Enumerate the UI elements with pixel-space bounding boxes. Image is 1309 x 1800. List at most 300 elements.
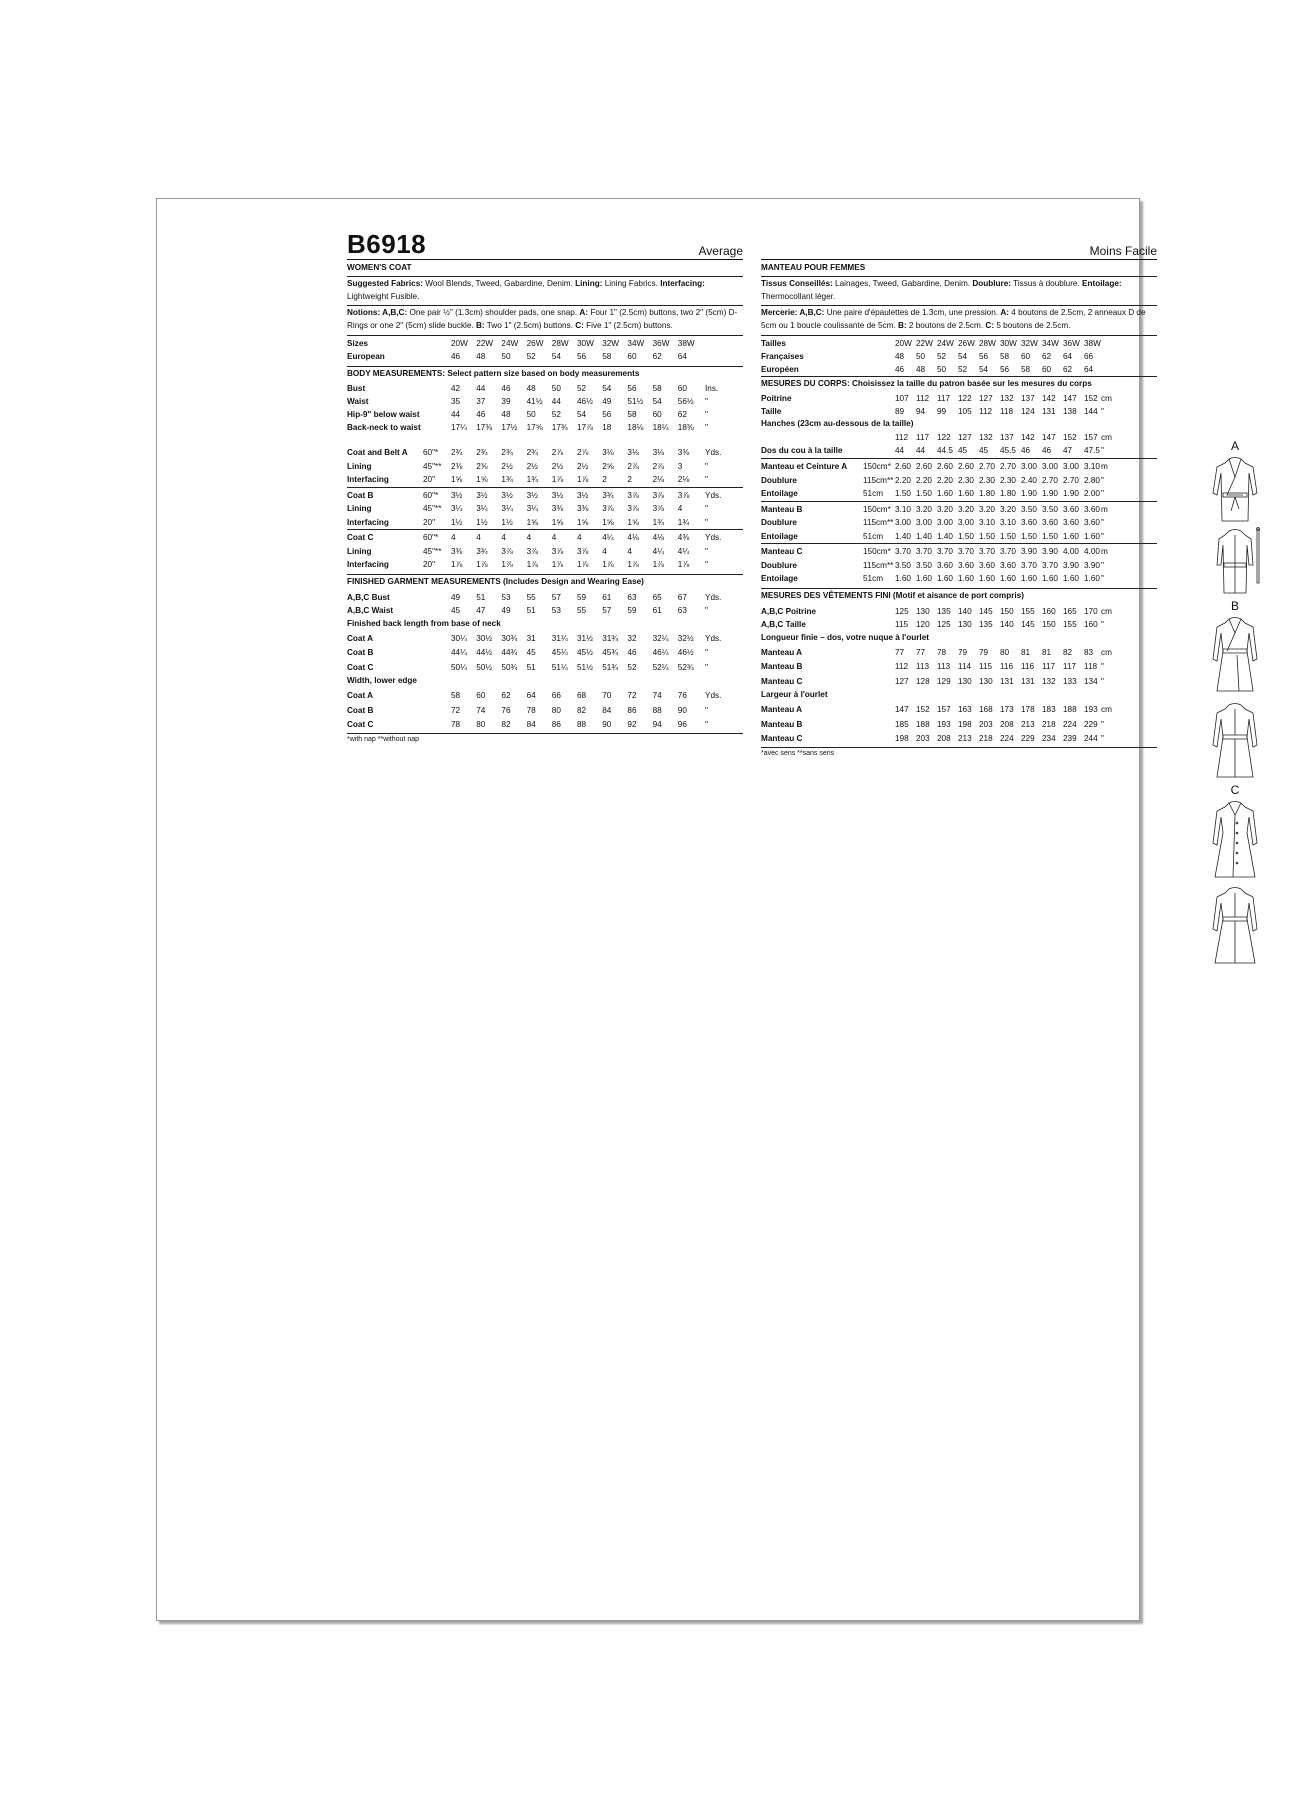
notions-label: Notions: A,B,C: <box>347 308 408 317</box>
cell-value: 152 <box>916 705 930 714</box>
view-letter-a: A <box>1230 439 1239 453</box>
cell-value: 1⅞ <box>627 560 639 569</box>
cell-value: 37 <box>476 397 486 406</box>
cell-value: 24W <box>937 339 954 348</box>
cell-value: 3⅞ <box>551 546 564 556</box>
cell-value: 46 <box>627 648 637 657</box>
yardage-row-fr <box>761 487 1157 500</box>
unit-label: " <box>1101 475 1104 485</box>
cell-value: 58 <box>652 384 662 393</box>
yardage-row-fr <box>761 530 1157 543</box>
divider <box>761 747 1157 748</box>
cell-value: 3.00 <box>1042 462 1058 471</box>
cell-value: 3.20 <box>937 504 953 514</box>
cell-value: 3.10 <box>979 518 995 527</box>
cell-value: 3.50 <box>1021 504 1037 514</box>
cell-value: 1.60 <box>937 489 953 498</box>
cell-value: 52 <box>551 410 561 419</box>
yardage-row <box>347 489 743 502</box>
fabric-width: 51cm <box>863 574 884 583</box>
cell-value: 3.00 <box>1021 462 1037 471</box>
cell-value: 2.60 <box>937 462 953 471</box>
cell-value: 1¾ <box>652 517 664 527</box>
cell-value: 1½ <box>451 517 463 527</box>
cell-value: 3¼ <box>476 504 488 513</box>
cell-value: 54 <box>577 410 587 419</box>
cell-value: 131 <box>1042 407 1056 416</box>
cell-value: 18⅜ <box>677 423 694 432</box>
lining-text-fr: Tissus à doublure. <box>1013 279 1080 288</box>
cell-value: 1.90 <box>1042 489 1058 498</box>
cell-value: 4.00 <box>1063 547 1079 556</box>
cell-value: 1⅞ <box>551 475 564 484</box>
cell-value: 1.60 <box>1021 574 1037 583</box>
cell-value: 90 <box>677 705 687 715</box>
row-label: Lining <box>347 546 372 556</box>
back-length-row-fr <box>761 660 1157 673</box>
cell-value: 28W <box>551 339 569 348</box>
cell-value: 3⅛ <box>627 448 639 457</box>
cell-value: 3.50 <box>1042 504 1058 514</box>
cell-value: 3¼ <box>501 504 513 513</box>
cell-value: 34W <box>627 339 645 348</box>
unit-label: " <box>1101 407 1104 416</box>
divider <box>761 335 1157 336</box>
cell-value: 142 <box>1042 394 1056 403</box>
unit-label: " <box>705 546 708 556</box>
fabrics-text-fr: Lainages, Tweed, Gabardine, Denim. <box>835 279 971 288</box>
cell-value: 53 <box>501 592 511 602</box>
cell-value: 3½ <box>451 490 463 500</box>
cell-value: 117 <box>937 394 951 403</box>
unit-label: " <box>1101 489 1104 498</box>
cell-value: 96 <box>677 720 687 729</box>
cell-value: 1.60 <box>916 574 932 583</box>
cell-value: 137 <box>1021 394 1035 403</box>
cell-value: 2½ <box>551 461 564 471</box>
divider <box>761 376 1157 377</box>
cell-value: 46 <box>1021 446 1031 455</box>
cell-value: 2⅞ <box>577 448 589 457</box>
cell-value: 3⅜ <box>677 448 690 457</box>
unit-label: " <box>705 662 708 672</box>
cell-value: 3.70 <box>1021 560 1037 570</box>
cell-value: 52 <box>627 662 637 672</box>
cell-value: 3⅞ <box>526 546 538 556</box>
cell-value: 41½ <box>526 397 543 406</box>
cell-value: 1.80 <box>979 489 995 498</box>
cell-value: 1⅝ <box>627 517 639 527</box>
cell-value: 2⅜ <box>451 461 463 471</box>
cell-value: 213 <box>958 734 972 743</box>
cell-value: 2.20 <box>916 475 932 485</box>
difficulty-level: Average <box>698 244 743 258</box>
cell-value: 218 <box>1042 719 1056 729</box>
view-b-front-sketch <box>1207 615 1263 695</box>
cell-value: 51¼ <box>551 662 568 672</box>
cell-value: 1.60 <box>1042 574 1058 583</box>
cell-value: 2¾ <box>476 448 488 457</box>
cell-value: 44¼ <box>451 648 467 657</box>
cell-value: 45¼ <box>551 648 568 657</box>
cell-value: 48 <box>501 410 511 419</box>
cell-value: 3⅞ <box>602 504 614 513</box>
cell-value: 224 <box>1063 719 1077 729</box>
cell-value: 22W <box>916 339 933 348</box>
cell-value: 160 <box>1084 620 1098 629</box>
unit-label: m <box>1101 462 1108 471</box>
cell-value: 1⅞ <box>652 560 664 569</box>
notions-text-fr: Une paire d'épaulettes de 1.3cm, une pression. <box>826 308 999 317</box>
cell-value: 113 <box>937 662 951 671</box>
cell-value: 59 <box>627 606 637 615</box>
cell-value: 77 <box>916 647 926 657</box>
cell-value: 122 <box>958 394 972 403</box>
cell-value: 2.70 <box>979 462 995 471</box>
view-a-back-sketch <box>1207 527 1263 597</box>
cell-value: 193 <box>1084 705 1098 714</box>
cell-value: 2.70 <box>1000 462 1016 471</box>
finished-row-fr <box>761 605 1157 618</box>
cell-value: 32W <box>1021 339 1038 348</box>
cell-value: 3.10 <box>895 504 911 514</box>
cell-value: 52 <box>577 384 587 393</box>
yardage-row-fr <box>761 516 1157 529</box>
view-b-back-sketch <box>1207 701 1263 781</box>
cell-value: 135 <box>979 620 993 629</box>
lining-label: Lining: <box>575 279 603 288</box>
back-length-row-fr <box>761 675 1157 688</box>
yardage-row <box>347 516 743 529</box>
cell-value: 56 <box>577 352 587 361</box>
pattern-envelope-back <box>156 198 1240 1621</box>
cell-value: 59 <box>577 592 587 602</box>
notions-a-text-fr: 4 boutons de 2.5cm, 2 anneaux D de 5cm ou 1 boucle coulissante de 5cm. <box>761 308 1146 330</box>
yardage-row <box>347 473 743 486</box>
cell-value: 2.30 <box>958 475 974 485</box>
cell-value: 4 <box>526 533 532 542</box>
row-label: Doublure <box>761 560 797 570</box>
cell-value: 3.70 <box>937 547 953 556</box>
cell-value: 1⅞ <box>602 560 614 569</box>
cell-value: 2.40 <box>1021 475 1037 485</box>
divider <box>761 543 1157 544</box>
cell-value: 147 <box>895 705 909 714</box>
row-label: Entoilage <box>761 574 798 583</box>
cell-value: 1.50 <box>895 489 911 498</box>
cell-value: 51 <box>526 662 536 672</box>
cell-value: 60 <box>652 410 662 419</box>
european-sizes-row-fr <box>761 363 1157 376</box>
cell-value: 49 <box>501 606 511 615</box>
cell-value: 138 <box>1063 407 1077 416</box>
cell-value: 198 <box>895 734 909 743</box>
cell-value: 120 <box>916 620 930 629</box>
cell-value: 45 <box>979 446 989 455</box>
cell-value: 234 <box>1042 734 1056 743</box>
row-label: A,B,C Taille <box>761 620 806 629</box>
cell-value: 3.60 <box>958 560 974 570</box>
cell-value: 1½ <box>476 517 488 527</box>
fabric-width: 45"** <box>423 461 442 471</box>
cell-value: 3.70 <box>895 547 911 556</box>
unit-label: cm <box>1101 606 1112 616</box>
unit-label: Yds. <box>705 490 722 500</box>
title-row <box>347 229 743 260</box>
width-row <box>347 704 743 717</box>
cell-value: 44.5 <box>937 446 953 455</box>
cell-value: 3½ <box>577 490 589 500</box>
yardage-row <box>347 502 743 515</box>
cell-value: 113 <box>916 662 930 671</box>
unit-label: Yds. <box>705 448 722 457</box>
finished-row <box>347 604 743 617</box>
cell-value: 4⅜ <box>677 533 690 542</box>
back-length-row <box>347 646 743 659</box>
body-measurements-heading: BODY MEASUREMENTS: Select pattern size based on body measurements <box>347 369 640 378</box>
cell-value: 105 <box>958 407 972 416</box>
cell-value: 1¾ <box>677 517 690 527</box>
cell-value: 52¼ <box>652 662 669 672</box>
cell-value: 3¾ <box>602 490 614 500</box>
divider <box>761 501 1157 502</box>
row-label: Manteau B <box>761 719 803 729</box>
cell-value: 3.70 <box>1000 547 1016 556</box>
cell-value: 116 <box>1000 662 1014 671</box>
cell-value: 55 <box>577 606 587 615</box>
cell-value: 50 <box>916 352 926 361</box>
cell-value: 81 <box>1042 647 1052 657</box>
cell-value: 54 <box>979 365 989 374</box>
unit-label: Yds. <box>705 633 722 643</box>
cell-value: 32½ <box>677 633 694 643</box>
cell-value: 3⅜ <box>577 504 589 513</box>
unit-label: " <box>1101 676 1104 686</box>
cell-value: 3⅞ <box>677 490 690 500</box>
notions-fr <box>761 307 1157 332</box>
cell-value: 3⅞ <box>627 490 639 500</box>
cell-value: 142 <box>1021 433 1035 442</box>
cell-value: 3.00 <box>958 518 974 527</box>
cell-value: 46 <box>501 384 511 393</box>
fabric-width: 20" <box>423 517 436 527</box>
cell-value: 2.60 <box>916 462 932 471</box>
cell-value: 1⅝ <box>476 475 488 484</box>
cell-value: 133 <box>1063 676 1077 686</box>
cell-value: 84 <box>602 705 612 715</box>
cell-value: 46 <box>476 410 486 419</box>
fabric-width: 45"** <box>423 546 442 556</box>
cell-value: 99 <box>937 407 947 416</box>
cell-value: 116 <box>1021 662 1035 671</box>
cell-value: 52¾ <box>677 662 694 672</box>
cell-value: 117 <box>1042 662 1056 671</box>
cell-value: 50 <box>937 365 947 374</box>
notions-a-text: Four 1" (2.5cm) buttons, two 2" (5cm) D-Rings or one 2" (5cm) slide buckle. <box>347 308 738 330</box>
cell-value: 229 <box>1021 734 1035 743</box>
cell-value: 51 <box>476 592 486 602</box>
cell-value: 152 <box>1063 433 1077 442</box>
unit-label: " <box>1101 620 1104 629</box>
cell-value: 3.20 <box>979 504 995 514</box>
section-title: WOMEN'S COAT <box>347 263 412 272</box>
cell-value: 60 <box>476 691 486 700</box>
cell-value: 51¾ <box>602 662 619 672</box>
unit-label: Yds. <box>705 533 722 542</box>
row-label: Poitrine <box>761 394 792 403</box>
french-sizes-row <box>761 350 1157 363</box>
row-label: A,B,C Poitrine <box>761 606 817 616</box>
cell-value: 3⅞ <box>652 490 664 500</box>
cell-value: 4 <box>501 533 506 542</box>
cell-value: 203 <box>916 734 930 743</box>
view-c-back-sketch <box>1207 885 1263 967</box>
footnote: *with nap **without nap <box>347 735 419 743</box>
unit-label: " <box>705 705 708 715</box>
notions-label-fr: Mercerie: A,B,C: <box>761 308 825 317</box>
cell-value: 193 <box>937 719 951 729</box>
cell-value: 60 <box>1042 365 1052 374</box>
fabrics-text: Wool Blends, Tweed, Gabardine, Denim. <box>425 279 573 288</box>
unit-label: " <box>1101 518 1104 527</box>
cell-value: 74 <box>476 705 486 715</box>
cell-value: 3.20 <box>916 504 932 514</box>
cell-value: 58 <box>451 691 461 700</box>
unit-label: Ins. <box>705 384 719 393</box>
cell-value: 80 <box>476 720 486 729</box>
view-c-front-sketch <box>1207 799 1263 881</box>
cell-value: 56 <box>979 352 989 361</box>
row-label: Manteau B <box>761 504 803 514</box>
cell-value: 130 <box>916 606 930 616</box>
unit-label: " <box>705 648 708 657</box>
fabric-width: 115cm** <box>863 475 894 485</box>
cell-value: 60 <box>627 352 637 361</box>
cell-value: 17⅞ <box>577 423 593 432</box>
cell-value: 188 <box>916 719 930 729</box>
cell-value: 46½ <box>677 648 694 657</box>
cell-value: 54 <box>958 352 968 361</box>
finished-row <box>347 591 743 604</box>
cell-value: 2¾ <box>451 448 463 457</box>
cell-value: 50¼ <box>451 662 467 672</box>
cell-value: 3¼ <box>526 504 538 513</box>
row-label: Interfacing <box>347 560 389 569</box>
body-measurement-row <box>347 421 743 434</box>
cell-value: 122 <box>937 433 951 442</box>
cell-value: 125 <box>937 620 951 629</box>
cell-value: 82 <box>577 705 587 715</box>
row-label: A,B,C Bust <box>347 592 390 602</box>
cell-value: 62 <box>501 691 511 700</box>
cell-value: 89 <box>895 407 905 416</box>
cell-value: 140 <box>958 606 972 616</box>
cell-value: 244 <box>1084 734 1098 743</box>
cell-value: 62 <box>1042 352 1052 361</box>
back-length-row <box>347 661 743 674</box>
cell-value: 32¼ <box>652 633 669 643</box>
cell-value: 82 <box>501 720 511 729</box>
unit-label: " <box>705 720 708 729</box>
cell-value: 50½ <box>476 662 493 672</box>
cell-value: 36W <box>652 339 670 348</box>
body-measurement-row <box>347 408 743 421</box>
cell-value: 3.00 <box>916 518 932 527</box>
cell-value: 17¼ <box>451 423 467 432</box>
cell-value: 1.60 <box>1063 531 1079 541</box>
cell-value: 72 <box>451 705 461 715</box>
body-measurement-row-fr <box>761 392 1157 405</box>
cell-value: 178 <box>1021 705 1035 714</box>
cell-value: 224 <box>1000 734 1014 743</box>
cell-value: 127 <box>895 676 909 686</box>
cell-value: 2.60 <box>958 462 974 471</box>
cell-value: 86 <box>551 720 561 729</box>
cell-value: 45¾ <box>602 648 619 657</box>
cell-value: 55 <box>526 592 536 602</box>
width-heading-fr: Largeur à l'ourlet <box>761 690 828 699</box>
cell-value: 112 <box>895 662 909 671</box>
cell-value: 48 <box>895 352 905 361</box>
cell-value: 1.60 <box>979 574 995 583</box>
cell-value: 1¾ <box>526 475 538 484</box>
width-row <box>347 718 743 731</box>
cell-value: 130 <box>979 676 993 686</box>
cell-value: 131 <box>1000 676 1014 686</box>
cell-value: 1.60 <box>1084 531 1100 541</box>
cell-value: 218 <box>979 734 993 743</box>
cell-value: 127 <box>979 394 993 403</box>
cell-value: 2.80 <box>1084 475 1100 485</box>
row-label: Manteau et Ceinture A <box>761 462 848 471</box>
suggested-fabrics-fr <box>761 278 1157 303</box>
cell-value: 3.20 <box>958 504 974 514</box>
cell-value: 60 <box>1021 352 1031 361</box>
cell-value: 94 <box>916 407 926 416</box>
cell-value: 1.60 <box>1000 574 1016 583</box>
cell-value: 18 <box>602 423 612 432</box>
cell-value: 4¼ <box>602 533 614 542</box>
cell-value: 131 <box>1021 676 1035 686</box>
cell-value: 1⅝ <box>577 517 589 527</box>
row-label: A,B,C Waist <box>347 606 394 615</box>
body-measurement-row <box>347 382 743 395</box>
cell-value: 79 <box>958 647 968 657</box>
cell-value: 2⅞ <box>652 461 664 471</box>
cell-value: 3⅛ <box>602 448 614 457</box>
cell-value: 81 <box>1021 647 1031 657</box>
cell-value: 3½ <box>526 490 538 500</box>
cell-value: 170 <box>1084 606 1098 616</box>
fabric-width: 51cm <box>863 489 884 498</box>
cell-value: 30W <box>577 339 594 348</box>
row-label: Coat C <box>347 662 374 672</box>
cell-value: 3.90 <box>1084 560 1100 570</box>
cell-value: 3.90 <box>1042 547 1058 556</box>
cell-value: 3.60 <box>979 560 995 570</box>
cell-value: 1.50 <box>916 489 932 498</box>
view-letter-b: B <box>1230 599 1239 613</box>
cell-value: 4 <box>577 533 582 542</box>
cell-value: 64 <box>1084 365 1094 374</box>
cell-value: 157 <box>1084 433 1098 442</box>
back-waist-row-fr <box>761 444 1157 457</box>
cell-value: 150 <box>1000 606 1014 616</box>
cell-value: 34W <box>1042 339 1059 348</box>
footnote-fr: *avec sens **sans sens <box>761 749 835 757</box>
title-row-fr <box>761 233 1157 260</box>
divider <box>761 276 1157 277</box>
